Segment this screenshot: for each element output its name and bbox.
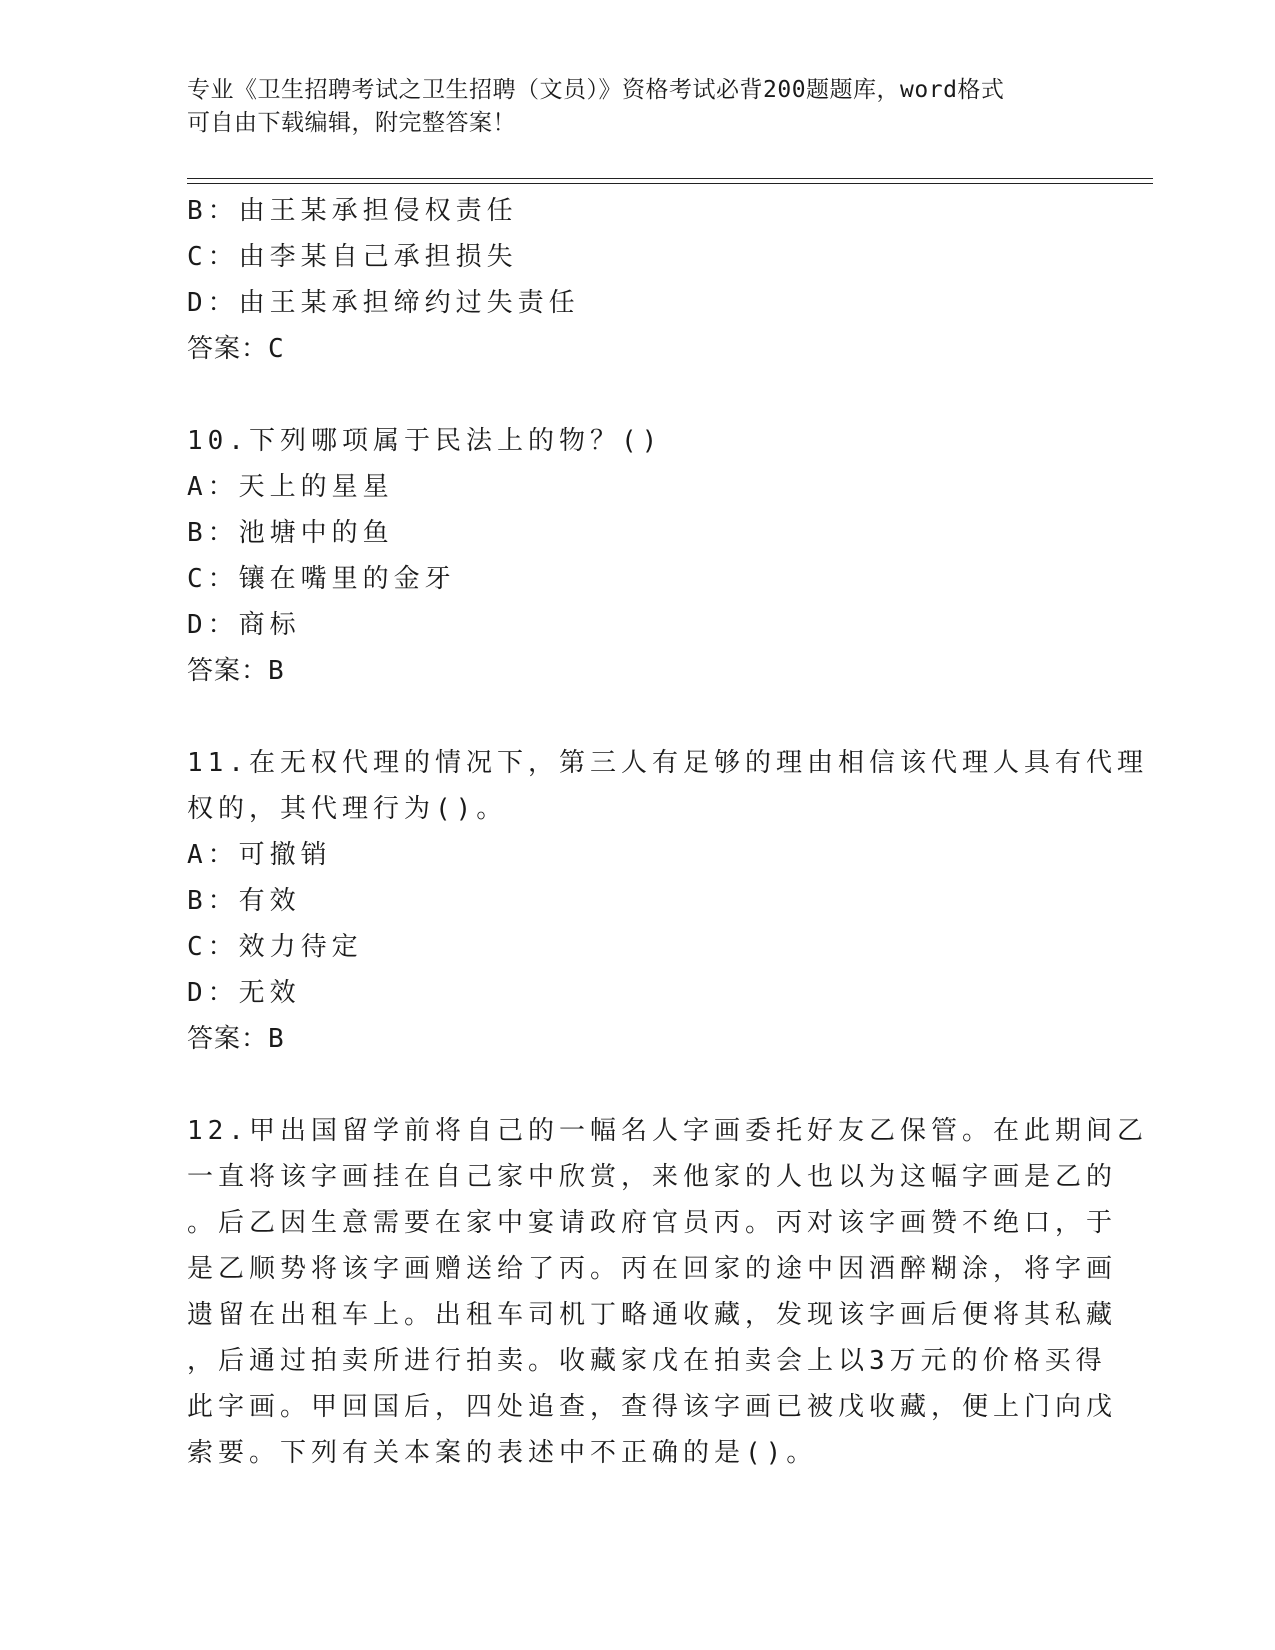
header-divider-bottom <box>187 183 1153 184</box>
option-b: B：池塘中的鱼 <box>187 518 394 548</box>
question-stem-line: 是乙顺势将该字画赠送给了丙。丙在回家的途中因酒醉糊涂，将字画 <box>187 1254 1118 1284</box>
option-c: C：由李某自己承担损失 <box>187 242 518 272</box>
spacer <box>187 1062 1087 1108</box>
option-a: A：可撤销 <box>187 840 332 870</box>
option-d: D：无效 <box>187 978 301 1008</box>
header-line-2: 可自由下载编辑，附完整答案！ <box>187 110 516 136</box>
question-stem-line: 11.在无权代理的情况下，第三人有足够的理由相信该代理人具有代理 <box>187 748 1148 778</box>
question-stem-line: 。后乙因生意需要在家中宴请政府官员丙。丙对该字画赞不绝口，于 <box>187 1208 1118 1238</box>
option-c: C：效力待定 <box>187 932 363 962</box>
question-block-prev <box>187 188 1087 372</box>
question-stem-line: 权的，其代理行为()。 <box>187 794 508 824</box>
question-block-11 <box>187 740 1148 1062</box>
header-line-1: 专业《卫生招聘考试之卫生招聘（文员）》资格考试必背200题题库，word格式 <box>187 77 1005 103</box>
document-body <box>187 188 1148 1476</box>
answer-line: 答案：C <box>187 334 285 364</box>
option-c: C：镶在嘴里的金牙 <box>187 564 456 594</box>
option-a: A：天上的星星 <box>187 472 394 502</box>
question-stem-line: 一直将该字画挂在自己家中欣赏，来他家的人也以为这幅字画是乙的 <box>187 1162 1118 1192</box>
header-divider-top <box>187 178 1153 179</box>
spacer <box>187 372 1087 418</box>
question-stem-line: ，后通过拍卖所进行拍卖。收藏家戊在拍卖会上以3万元的价格买得 <box>187 1346 1107 1376</box>
question-block-10 <box>187 418 1087 694</box>
option-b: B：有效 <box>187 886 301 916</box>
answer-line: 答案：B <box>187 656 285 686</box>
question-stem-line: 12.甲出国留学前将自己的一幅名人字画委托好友乙保管。在此期间乙 <box>187 1116 1148 1146</box>
question-stem: 10.下列哪项属于民法上的物？() <box>187 426 663 456</box>
answer-line: 答案：B <box>187 1024 285 1054</box>
spacer <box>187 694 1087 740</box>
option-d: D：商标 <box>187 610 301 640</box>
question-stem-line: 遗留在出租车上。出租车司机丁略通收藏，发现该字画后便将其私藏 <box>187 1300 1118 1330</box>
question-stem-line: 索要。下列有关本案的表述中不正确的是()。 <box>187 1438 818 1468</box>
question-block-12 <box>187 1108 1148 1476</box>
document-header <box>187 74 1087 140</box>
question-stem-line: 此字画。甲回国后，四处追查，查得该字画已被戊收藏，便上门向戊 <box>187 1392 1118 1422</box>
option-b: B：由王某承担侵权责任 <box>187 196 518 226</box>
option-d: D：由王某承担缔约过失责任 <box>187 288 580 318</box>
